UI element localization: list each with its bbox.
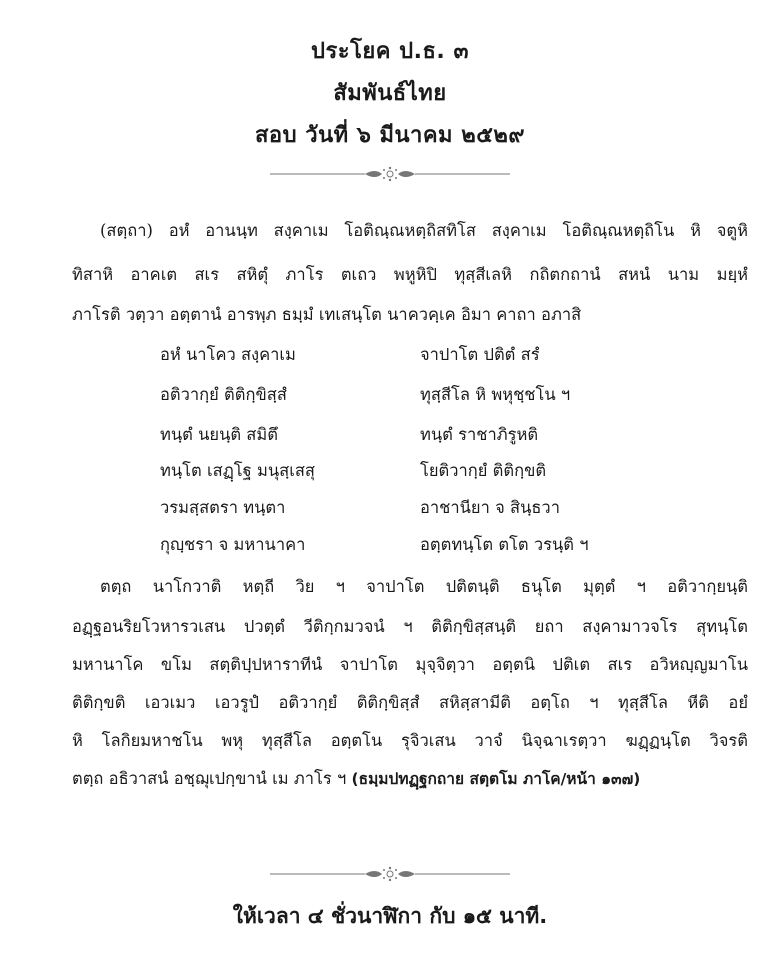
commentary-line: อฏฺฐอนริยโวหารวเสน ปวตฺตํ วีติกฺกมวจนํ ฯ ติติกฺขิสฺสนฺติ ยถา สงฺคามาวจโร สุทนฺโต <box>72 617 748 636</box>
verse-right: โยติวากฺยํ ติติกฺขติ <box>420 461 547 480</box>
commentary-last-line <box>72 762 748 796</box>
ornament-divider-icon <box>270 866 510 882</box>
exam-level-title: ประโยค ป.ธ. ๓ <box>311 39 469 64</box>
verse-row <box>0 532 780 562</box>
intro-line: ทิสาหิ อาคเต สเร สหิตุํ ภาโร ตเถว พหูหิปิ ทุสฺสีเลหิ กถิตกถานํ สหนํ นาม มยฺหํ <box>72 265 748 284</box>
ornament-divider-icon <box>270 166 510 182</box>
exam-date-title: สอบ วันที่ ๖ มีนาคม ๒๕๒๙ <box>255 123 525 148</box>
verse-row <box>0 342 780 372</box>
verse-row <box>0 495 780 525</box>
verse-left: อหํ นาโคว สงฺคาเม <box>160 345 296 364</box>
verse-right: จาปาโต ปติตํ สรํ <box>420 345 540 364</box>
exam-subject-title: สัมพันธ์ไทย <box>333 81 447 106</box>
intro-line: ภาโรติ วตฺวา อตฺตานํ อารพฺภ ธมฺมํ เทเสนฺโต นาควคฺเค อิมา คาถา อภาสิ <box>72 305 582 324</box>
verse-row <box>0 458 780 488</box>
intro-line: (สตฺถา) อหํ อานนฺท สงฺคาเม โอติณฺณหตฺถิสทิโส สงฺคาเม โอติณฺณหตฺถิโน หิ จตูหิ <box>100 221 748 240</box>
commentary-line: หิ โลกิยมหาชโน พหุ ทุสฺสีโล อตฺตโน รุจิวเสน วาจํ นิจฺฉาเรตฺวา ฆฏฺฏนฺโต วิจรติ <box>72 731 748 750</box>
verse-row <box>0 382 780 412</box>
commentary-closing-text: ตตฺถ อธิวาสนํ อชฺฌุเปกฺขานํ เม ภาโร ฯ <box>72 769 347 788</box>
verse-left: กุญฺชรา จ มหานาคา <box>160 535 306 554</box>
verse-left: ทนฺโต เสฏฺโฐ มนุสฺเสสุ <box>160 461 315 480</box>
verse-left: ทนฺตํ นยนฺติ สมิตึ <box>160 425 278 444</box>
commentary-line: มหานาโค ขโม สตฺติปฺปหาราทีนํ จาปาโต มุจฺจิตฺวา อตฺตนิ ปติเต สเร อวิหญฺญมาโน <box>72 655 748 674</box>
verse-left: อติวากฺยํ ติติกฺขิสฺสํ <box>160 385 287 404</box>
verse-right: ทนฺตํ ราชาภิรูหติ <box>420 425 539 444</box>
source-reference: (ธมฺมปทฏฺฐกถาย สตฺตโม ภาโค/หน้า ๑๓๗) <box>351 770 641 788</box>
verse-right: อาชานียา จ สินฺธวา <box>420 498 560 517</box>
verse-right: ทุสฺสีโล หิ พหุชฺชโน ฯ <box>420 385 571 404</box>
time-allowance-note: ให้เวลา ๔ ชั่วนาฬิกา กับ ๑๕ นาที. <box>232 904 548 928</box>
verse-left: วรมสฺสตรา ทนฺตา <box>160 498 286 517</box>
verse-right: อตฺตทนฺโต ตโต วรนฺติ ฯ <box>420 535 589 554</box>
commentary-line: ติติกฺขติ เอวเมว เอวรูปํ อติวากฺยํ ติติกฺขิสฺสํ สหิสฺสามีติ อตฺโถ ฯ ทุสฺสีโล หีติ อยํ <box>72 693 748 712</box>
commentary-line: ตตฺถ นาโกวาติ หตฺถี วิย ฯ จาปาโต ปติตนฺติ ธนุโต มุตฺตํ ฯ อติวากฺยนฺติ <box>100 577 748 596</box>
verse-row <box>0 422 780 452</box>
